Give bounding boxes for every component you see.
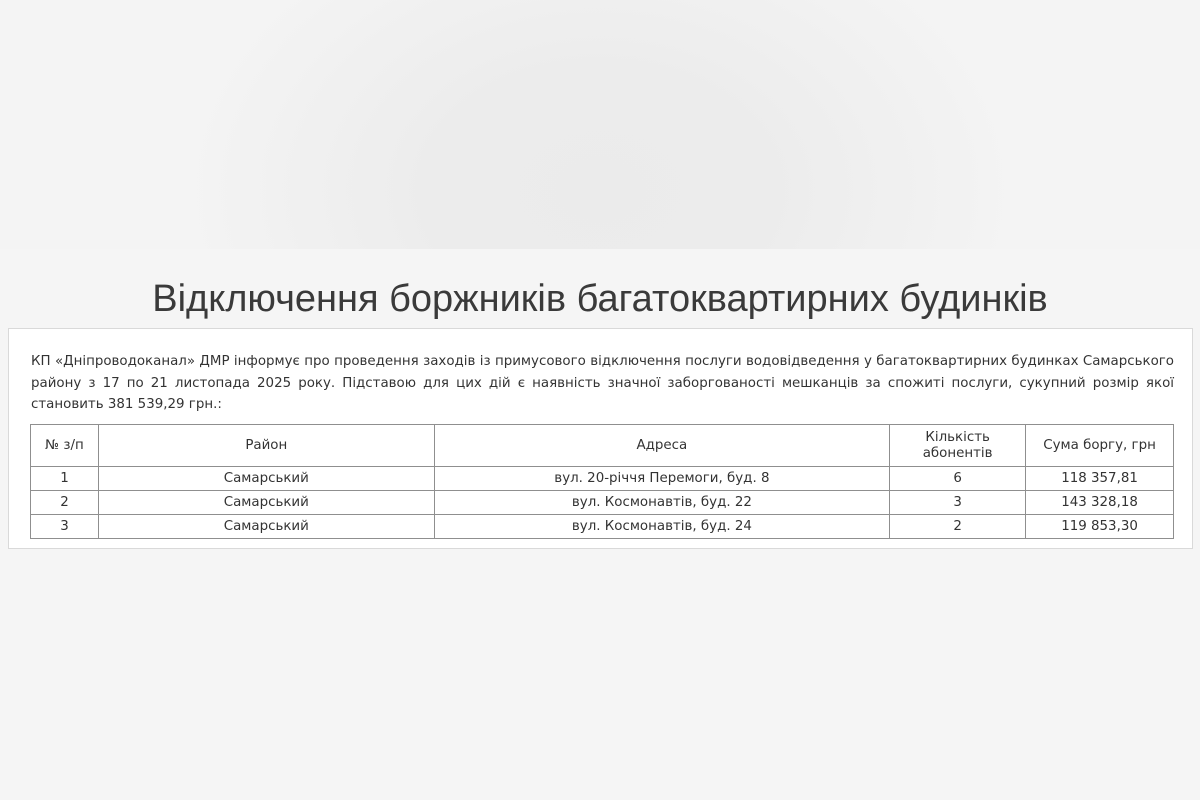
header-district: Район bbox=[98, 425, 434, 467]
cell-debt: 119 853,30 bbox=[1026, 515, 1174, 539]
cell-subscribers: 2 bbox=[890, 515, 1026, 539]
article-card bbox=[8, 328, 1193, 549]
table-row bbox=[31, 515, 1174, 539]
header-subscribers-label: Кількість абонентів bbox=[922, 429, 993, 461]
cell-district: Самарський bbox=[98, 515, 434, 539]
debtors-table bbox=[30, 424, 1174, 539]
table-header-row bbox=[31, 425, 1174, 467]
table-row bbox=[31, 491, 1174, 515]
cell-address: вул. 20-річчя Перемоги, буд. 8 bbox=[434, 467, 890, 491]
header-image-area bbox=[0, 0, 1200, 249]
header-address: Адреса bbox=[434, 425, 890, 467]
table-row bbox=[31, 467, 1174, 491]
cell-address: вул. Космонавтів, буд. 24 bbox=[434, 515, 890, 539]
cell-address: вул. Космонавтів, буд. 22 bbox=[434, 491, 890, 515]
cell-debt: 118 357,81 bbox=[1026, 467, 1174, 491]
cell-subscribers: 6 bbox=[890, 467, 1026, 491]
header-subscribers bbox=[890, 425, 1026, 467]
cell-number: 1 bbox=[31, 467, 99, 491]
cell-district: Самарський bbox=[98, 467, 434, 491]
page-title: Відключення боржників багатоквартирних будинків bbox=[152, 278, 1048, 320]
cell-number: 2 bbox=[31, 491, 99, 515]
cell-debt: 143 328,18 bbox=[1026, 491, 1174, 515]
intro-paragraph: КП «Дніпроводоканал» ДМР інформує про проведення заходів із примусового відключення послуги водовідведення у багатоквартирних будинках Самарського району з 17 по 21 листопада 2025 року. Підставою для цих дій є наявність значної заборгованості мешканців за спожиті послуги, сукупний розмір якої становить 381 539,29 грн.: bbox=[31, 354, 1174, 412]
header-number: № з/п bbox=[31, 425, 99, 467]
cell-subscribers: 3 bbox=[890, 491, 1026, 515]
header-debt: Сума боргу, грн bbox=[1026, 425, 1174, 467]
cell-district: Самарський bbox=[98, 491, 434, 515]
cell-number: 3 bbox=[31, 515, 99, 539]
